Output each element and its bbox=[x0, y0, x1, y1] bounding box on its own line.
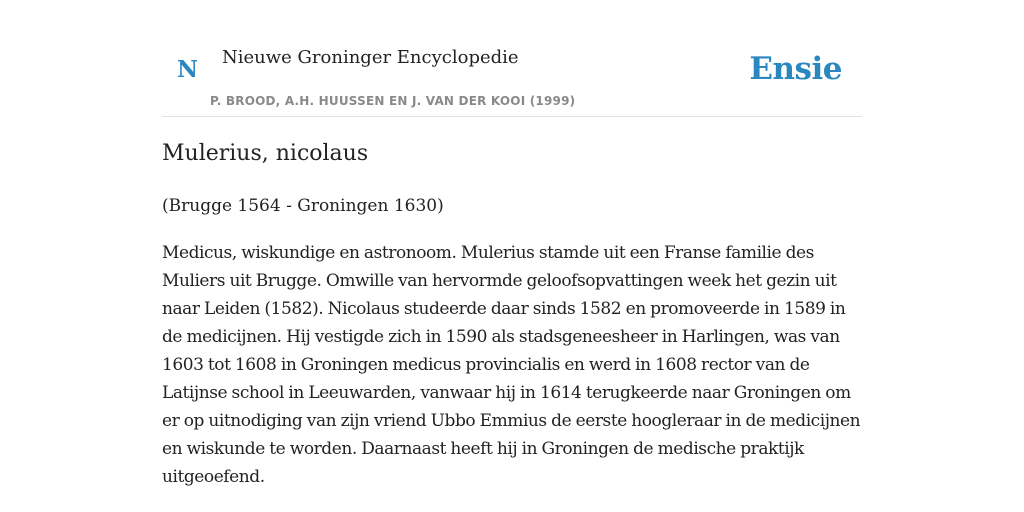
source-header bbox=[162, 0, 862, 117]
entry-body: Medicus, wiskundige en astronoom. Mulerius stamde uit een Franse familie des Muliers uit Brugge. Omwille van hervormde geloofsopvattingen week het gezin uit naar Leiden (1582). Nicolaus studeerde daar sinds 1582 en promoveerde in 1589 in de medicijnen. Hij vestigde zich in 1590 als stadsgeneesheer in Harlingen, was van 1603 tot 1608 in Groningen medicus provincialis en werd in 1608 rector van de Latijnse school in Leeuwarden, vanwaar hij in 1614 terugkeerde naar Groningen om er op uitnodiging van zijn vriend Ubbo Emmius de eerste hoogleraar in de medicijnen en wiskunde te worden. Daarnaast heeft hij in Groningen de medische praktijk uitgeoefend. bbox=[162, 243, 861, 487]
source-title[interactable]: Nieuwe Groninger Encyclopedie bbox=[222, 47, 519, 68]
entry-card bbox=[162, 0, 862, 512]
source-logo[interactable]: N bbox=[177, 56, 199, 83]
source-authors: P. BROOD, A.H. HUUSSEN EN J. VAN DER KOOI (1999) bbox=[210, 94, 576, 108]
entry-dates: (Brugge 1564 - Groningen 1630) bbox=[162, 196, 444, 216]
entry-title: Mulerius, nicolaus bbox=[162, 141, 369, 166]
brand-logo[interactable]: Ensie bbox=[749, 51, 842, 87]
